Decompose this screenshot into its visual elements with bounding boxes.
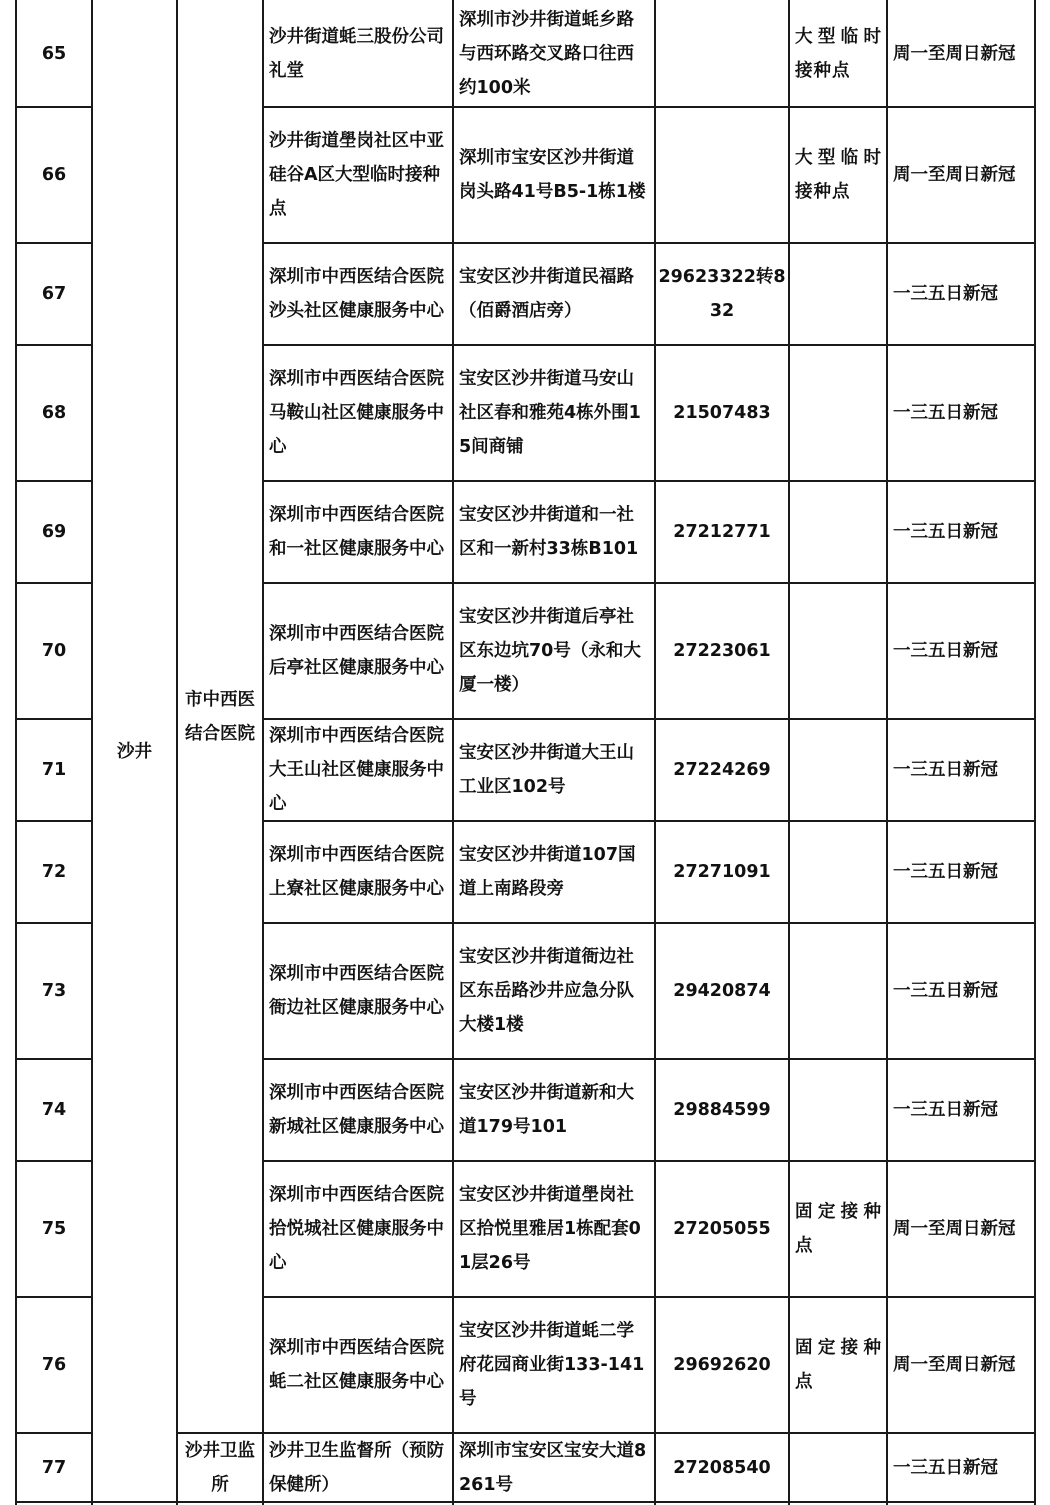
row-number-text: 77: [41, 1457, 67, 1478]
site-phone: [656, 346, 788, 480]
site-schedule: [888, 2, 1034, 106]
site-schedule-text: 一三五日新冠: [893, 760, 998, 780]
site-phone: [656, 720, 788, 820]
row-number: [17, 1162, 91, 1296]
site-phone: [656, 1162, 788, 1296]
site-address-text: 宝安区沙井街道后亭社区东边坑70号（永和大厦一楼）: [459, 607, 641, 695]
site-phone: [656, 1434, 788, 1501]
site-phone: [656, 1060, 788, 1160]
site-schedule-text: 一三五日新冠: [893, 284, 998, 304]
site-phone: [656, 244, 788, 344]
site-type: [790, 822, 886, 922]
site-name-text: 深圳市中西医结合医院衙边社区健康服务中心: [269, 964, 444, 1018]
site-name: [264, 924, 452, 1058]
site-schedule-text: 一三五日新冠: [893, 403, 998, 423]
site-name: [264, 1060, 452, 1160]
site-name-text: 沙井街道壆岗社区中亚硅谷A区大型临时接种点: [269, 131, 444, 219]
site-schedule: [888, 822, 1034, 922]
row-number: [17, 822, 91, 922]
row-number: [17, 346, 91, 480]
site-address: [454, 244, 654, 344]
site-address: [454, 108, 654, 242]
site-address-text: 宝安区沙井街道大王山工业区102号: [459, 743, 634, 797]
site-schedule-text: 一三五日新冠: [893, 1100, 998, 1120]
row-number: [17, 108, 91, 242]
row-number-text: 74: [41, 1100, 67, 1120]
site-schedule: [888, 1162, 1034, 1296]
site-phone: [656, 108, 788, 242]
site-schedule-text: 周一至周日新冠: [893, 1355, 1016, 1375]
site-schedule: [888, 482, 1034, 582]
hospital-group-cell: [178, 2, 262, 1432]
row-number-text: 72: [41, 862, 67, 882]
site-name: [264, 1162, 452, 1296]
site-address-text: 深圳市宝安区宝安大道8261号: [459, 1440, 647, 1495]
site-type: [790, 108, 886, 242]
site-name: [264, 1298, 452, 1432]
site-address: [454, 1434, 654, 1501]
site-type: [790, 1162, 886, 1296]
group-cell: [178, 1434, 262, 1501]
row-number: [17, 1434, 91, 1501]
site-address-text: 宝安区沙井街道107国道上南路段旁: [459, 845, 636, 899]
site-schedule-text: 周一至周日新冠: [893, 1219, 1016, 1239]
row-number-text: 71: [41, 760, 67, 780]
site-phone: [656, 584, 788, 718]
site-schedule-text: 周一至周日新冠: [893, 165, 1016, 185]
district-cell: [93, 2, 176, 1501]
row-number-text: 67: [41, 284, 67, 304]
row-number: [17, 244, 91, 344]
site-phone: [656, 2, 788, 106]
site-schedule: [888, 720, 1034, 820]
site-type: [790, 346, 886, 480]
site-name-text: 深圳市中西医结合医院后亭社区健康服务中心: [269, 624, 444, 678]
site-address-text: 宝安区沙井街道马安山社区春和雅苑4栋外围15间商铺: [459, 369, 641, 457]
district-cell-text: 沙井: [117, 741, 152, 762]
site-name: [264, 720, 452, 820]
site-type: [790, 924, 886, 1058]
site-type-text: 固定接种点: [795, 1202, 882, 1256]
site-name-text: 深圳市中西医结合医院新城社区健康服务中心: [269, 1083, 444, 1137]
site-address: [454, 2, 654, 106]
site-name: [264, 1434, 452, 1501]
row-number: [17, 482, 91, 582]
site-address: [454, 720, 654, 820]
site-schedule: [888, 584, 1034, 718]
site-type: [790, 1060, 886, 1160]
row-number-text: 75: [41, 1219, 67, 1239]
site-address-text: 宝安区沙井街道衙边社区东岳路沙井应急分队大楼1楼: [459, 947, 634, 1035]
site-schedule: [888, 1060, 1034, 1160]
site-schedule: [888, 108, 1034, 242]
site-address: [454, 1162, 654, 1296]
site-schedule: [888, 1298, 1034, 1432]
site-type-text: 大型临时接种点: [795, 148, 882, 202]
row-number: [17, 1298, 91, 1432]
site-name-text: 深圳市中西医结合医院沙头社区健康服务中心: [269, 267, 444, 321]
site-name-text: 深圳市中西医结合医院蚝二社区健康服务中心: [269, 1338, 444, 1392]
site-address: [454, 924, 654, 1058]
site-phone-text: 21507483: [673, 403, 771, 423]
row-number-text: 73: [41, 981, 67, 1001]
row-number: [17, 720, 91, 820]
site-schedule: [888, 244, 1034, 344]
site-type: [790, 482, 886, 582]
site-phone-text: 29692620: [673, 1355, 771, 1375]
site-name: [264, 482, 452, 582]
row-number-text: 68: [41, 403, 67, 423]
row-number-text: 66: [41, 165, 67, 185]
site-schedule-text: 周一至周日新冠: [893, 44, 1016, 64]
site-address: [454, 1298, 654, 1432]
site-name: [264, 244, 452, 344]
site-address-text: 宝安区沙井街道民福路（佰爵酒店旁）: [459, 267, 634, 321]
site-type-text: 大型临时接种点: [795, 27, 882, 81]
site-phone-text: 27224269: [673, 760, 771, 780]
site-phone-text: 27205055: [673, 1219, 771, 1239]
site-name-text: 深圳市中西医结合医院拾悦城社区健康服务中心: [269, 1185, 444, 1273]
site-address-text: 宝安区沙井街道壆岗社区拾悦里雅居1栋配套01层26号: [459, 1185, 641, 1273]
column-divider: [1034, 0, 1036, 1505]
site-schedule: [888, 346, 1034, 480]
row-number-text: 76: [41, 1355, 67, 1375]
group-cell-text: 沙井卫监所: [185, 1440, 255, 1495]
site-name-text: 深圳市中西医结合医院和一社区健康服务中心: [269, 505, 444, 559]
site-type: [790, 584, 886, 718]
row-number: [17, 924, 91, 1058]
site-phone-text: 27271091: [673, 862, 771, 882]
site-phone: [656, 924, 788, 1058]
site-name: [264, 584, 452, 718]
site-name: [264, 346, 452, 480]
site-address-text: 深圳市沙井街道蚝乡路与西环路交叉路口往西约100米: [459, 10, 634, 98]
site-name-text: 深圳市中西医结合医院上寮社区健康服务中心: [269, 845, 444, 899]
site-name-text: 深圳市中西医结合医院马鞍山社区健康服务中心: [269, 369, 444, 457]
row-number: [17, 2, 91, 106]
site-schedule-text: 一三五日新冠: [893, 862, 998, 882]
site-schedule-text: 一三五日新冠: [893, 641, 998, 661]
site-address: [454, 822, 654, 922]
site-name: [264, 108, 452, 242]
site-name: [264, 2, 452, 106]
site-phone: [656, 1298, 788, 1432]
site-name-text: 深圳市中西医结合医院大王山社区健康服务中心: [269, 726, 444, 814]
site-type: [790, 1434, 886, 1501]
site-address-text: 宝安区沙井街道和一社区和一新村33栋B101: [459, 505, 639, 559]
site-type: [790, 2, 886, 106]
row-number: [17, 1060, 91, 1160]
row-number-text: 65: [41, 44, 67, 64]
site-type: [790, 720, 886, 820]
site-address: [454, 346, 654, 480]
site-phone: [656, 482, 788, 582]
site-name: [264, 822, 452, 922]
site-address-text: 宝安区沙井街道蚝二学府花园商业街133-141号: [459, 1321, 645, 1409]
site-phone-text: 29420874: [673, 981, 771, 1001]
site-phone-text: 29884599: [673, 1100, 771, 1120]
site-phone-text: 29623322转832: [658, 267, 786, 321]
site-address: [454, 584, 654, 718]
site-phone-text: 27212771: [673, 522, 771, 542]
site-address: [454, 482, 654, 582]
site-type: [790, 1298, 886, 1432]
site-phone: [656, 822, 788, 922]
site-schedule: [888, 924, 1034, 1058]
site-name-text: 沙井街道蚝三股份公司礼堂: [269, 27, 444, 81]
row-number-text: 70: [41, 641, 67, 661]
site-address-text: 宝安区沙井街道新和大道179号101: [459, 1083, 634, 1137]
site-address: [454, 1060, 654, 1160]
site-type: [790, 244, 886, 344]
site-schedule: [888, 1434, 1034, 1501]
site-schedule-text: 一三五日新冠: [893, 522, 998, 542]
site-type-text: 固定接种点: [795, 1338, 882, 1392]
row-number: [17, 584, 91, 718]
site-phone-text: 27223061: [673, 641, 771, 661]
site-name-text: 沙井卫生监督所（预防保健所）: [269, 1440, 444, 1495]
site-address-text: 深圳市宝安区沙井街道岗头路41号B5-1栋1楼: [459, 148, 646, 202]
hospital-group-cell-text: 市中西医结合医院: [185, 690, 255, 744]
site-phone-text: 27208540: [673, 1457, 771, 1478]
row-number-text: 69: [41, 522, 67, 542]
site-schedule-text: 一三五日新冠: [893, 1457, 998, 1478]
site-schedule-text: 一三五日新冠: [893, 981, 998, 1001]
